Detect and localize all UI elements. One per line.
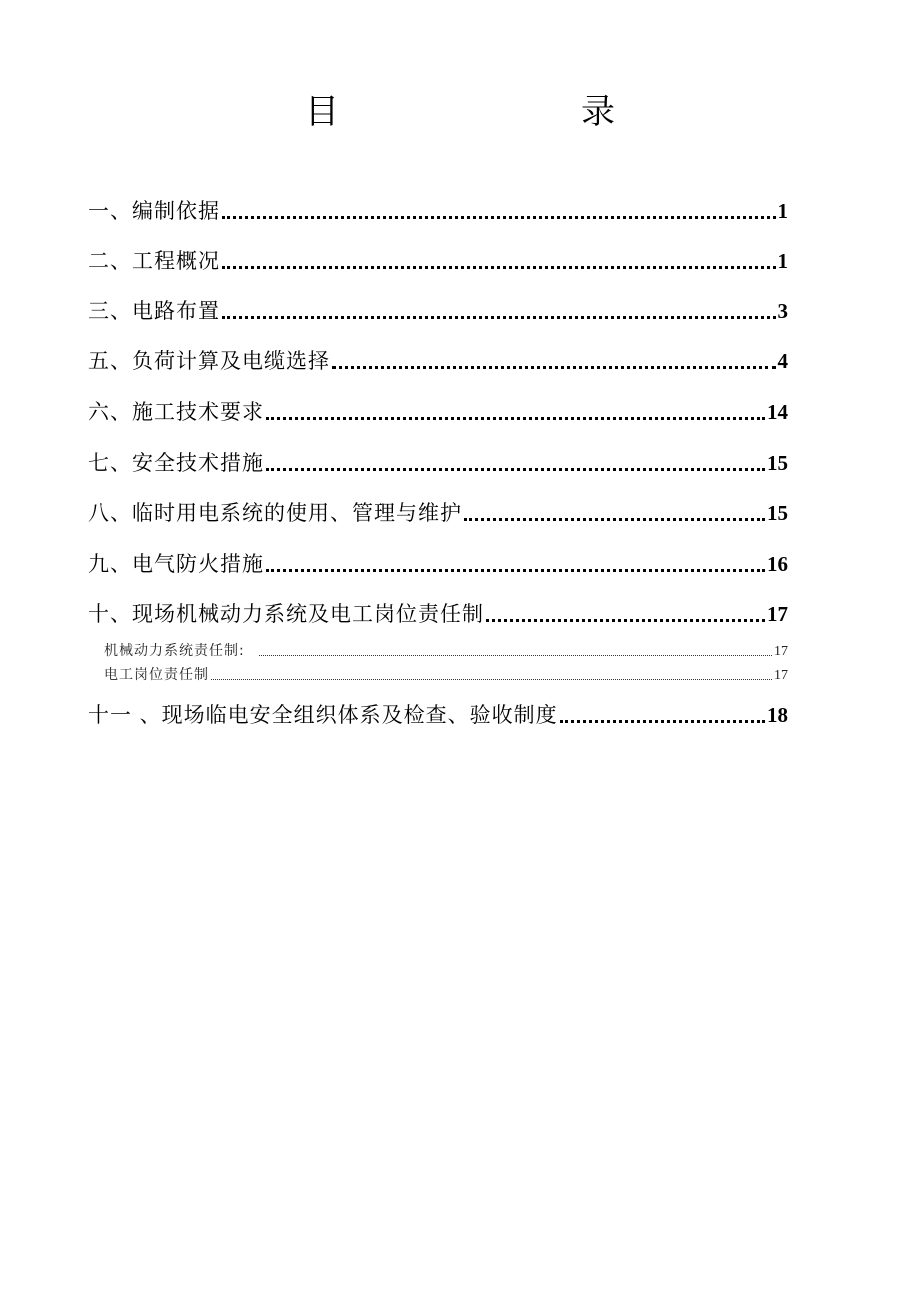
toc-subentry-label: 电工岗位责任制 — [104, 667, 209, 683]
toc-subentry-page: 17 — [774, 644, 788, 659]
toc-entry[interactable] — [88, 498, 788, 528]
toc-entry[interactable] — [88, 246, 788, 276]
dot-leader — [486, 599, 765, 629]
toc-title: 目 录 — [305, 92, 719, 132]
toc-entry-label: 三、电路布置 — [88, 299, 220, 323]
toc-entry-label: 十一 、现场临电安全组织体系及检查、验收制度 — [88, 703, 558, 727]
toc-subentry-label: 机械动力系统责任制: — [104, 643, 245, 659]
toc-subentry[interactable] — [88, 641, 788, 661]
dot-leader — [266, 397, 765, 427]
toc-entry-label: 一、编制依据 — [88, 199, 220, 223]
toc-entry-page: 18 — [767, 703, 788, 727]
toc-entry[interactable] — [88, 448, 788, 478]
toc-entry-page: 15 — [767, 501, 788, 525]
toc-entry-page: 17 — [767, 602, 788, 626]
dot-leader — [464, 498, 765, 528]
toc-entry[interactable] — [88, 549, 788, 579]
toc-entry-page: 16 — [767, 552, 788, 576]
dot-leader — [222, 196, 776, 226]
toc-entry[interactable] — [88, 296, 788, 326]
toc-entry-label: 七、安全技术措施 — [88, 451, 264, 475]
dot-leader — [222, 296, 776, 326]
toc-entry-page: 3 — [777, 299, 788, 323]
toc-entry[interactable] — [88, 599, 788, 629]
toc-entry[interactable] — [88, 346, 788, 376]
dot-leader — [259, 641, 772, 661]
toc-entry-label: 九、电气防火措施 — [88, 552, 264, 576]
dot-leader — [266, 549, 765, 579]
dot-leader — [332, 346, 776, 376]
dot-leader — [560, 700, 765, 730]
toc-entry-page: 1 — [777, 199, 788, 223]
dot-leader — [222, 246, 776, 276]
toc-entry-page: 4 — [777, 349, 788, 373]
toc-subentry-page: 17 — [774, 668, 788, 683]
dot-leader — [211, 665, 772, 685]
toc-entry[interactable] — [88, 196, 788, 226]
toc-entry-page: 1 — [777, 249, 788, 273]
toc-entry-label: 二、工程概况 — [88, 249, 220, 273]
toc-entry-label: 五、负荷计算及电缆选择 — [88, 349, 330, 373]
toc-entry[interactable] — [88, 700, 788, 730]
toc-entry-label: 八、临时用电系统的使用、管理与维护 — [88, 501, 462, 525]
toc-entry-page: 15 — [767, 451, 788, 475]
toc-subentry[interactable] — [88, 665, 788, 685]
dot-leader — [266, 448, 765, 478]
toc-entry-label: 六、施工技术要求 — [88, 400, 264, 424]
toc-entry-page: 14 — [767, 400, 788, 424]
toc-entry[interactable] — [88, 397, 788, 427]
toc-entry-label: 十、现场机械动力系统及电工岗位责任制 — [88, 602, 484, 626]
